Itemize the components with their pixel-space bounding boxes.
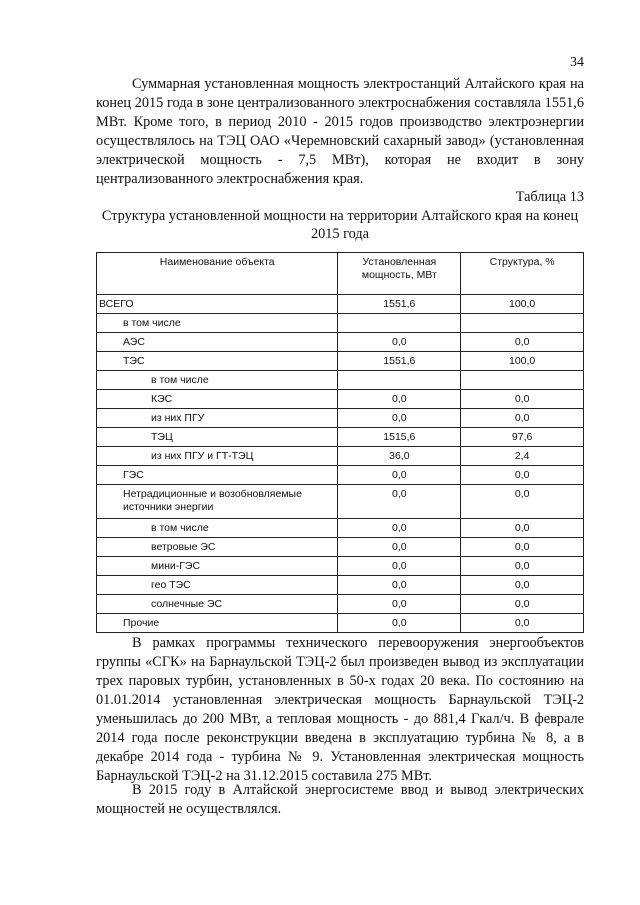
capacity-table	[96, 252, 584, 633]
row-power: 0,0	[338, 409, 461, 428]
table-row	[97, 409, 584, 428]
conclusion-paragraph: В 2015 году в Алтайской энергосистеме ввод и вывод электрических мощностей не осуществлялся.	[96, 782, 584, 817]
row-power: 0,0	[338, 466, 461, 485]
row-share: 0,0	[461, 576, 584, 595]
table-body	[97, 295, 584, 633]
table-row	[97, 333, 584, 352]
table-row	[97, 485, 584, 519]
header-object-name: Наименование объекта	[97, 253, 338, 295]
row-share: 0,0	[461, 409, 584, 428]
row-name: ветровые ЭС	[97, 538, 338, 557]
row-share: 100,0	[461, 352, 584, 371]
row-share: 0,0	[461, 390, 584, 409]
header-installed-power: Установленная мощность, МВт	[338, 253, 461, 295]
row-name: ВСЕГО	[97, 295, 338, 314]
row-share	[461, 314, 584, 333]
table-row	[97, 595, 584, 614]
row-share: 0,0	[461, 595, 584, 614]
page-number: 34	[570, 55, 584, 70]
row-power	[338, 314, 461, 333]
table-row	[97, 519, 584, 538]
table-row	[97, 538, 584, 557]
row-power: 0,0	[338, 614, 461, 633]
row-share: 100,0	[461, 295, 584, 314]
table-row	[97, 447, 584, 466]
row-name: КЭС	[97, 390, 338, 409]
row-name: в том числе	[97, 519, 338, 538]
row-name: Прочие	[97, 614, 338, 633]
row-power: 0,0	[338, 538, 461, 557]
table-row	[97, 428, 584, 447]
row-name: солнечные ЭС	[97, 595, 338, 614]
row-power: 0,0	[338, 333, 461, 352]
table-title: Структура установленной мощности на территории Алтайского края на конец 2015 года	[101, 208, 579, 242]
row-name: Нетрадиционные и возобновляемые источники энергии	[97, 485, 338, 519]
row-power: 0,0	[338, 485, 461, 519]
row-power: 36,0	[338, 447, 461, 466]
row-name: гео ТЭС	[97, 576, 338, 595]
table-row	[97, 614, 584, 633]
table-row	[97, 295, 584, 314]
table-row	[97, 352, 584, 371]
table-row	[97, 557, 584, 576]
row-name: мини-ГЭС	[97, 557, 338, 576]
row-share: 97,6	[461, 428, 584, 447]
table-header-row	[97, 253, 584, 295]
table-row	[97, 390, 584, 409]
row-power: 1515,6	[338, 428, 461, 447]
header-structure: Структура, %	[461, 253, 584, 295]
table-row	[97, 371, 584, 390]
table-row	[97, 466, 584, 485]
row-share: 0,0	[461, 519, 584, 538]
row-power: 0,0	[338, 595, 461, 614]
row-power: 1551,6	[338, 295, 461, 314]
row-name: из них ПГУ и ГТ-ТЭЦ	[97, 447, 338, 466]
row-share: 0,0	[461, 614, 584, 633]
row-share	[461, 371, 584, 390]
row-share: 0,0	[461, 333, 584, 352]
row-name: в том числе	[97, 314, 338, 333]
row-power: 1551,6	[338, 352, 461, 371]
row-power: 0,0	[338, 390, 461, 409]
row-power: 0,0	[338, 519, 461, 538]
row-name: ТЭС	[97, 352, 338, 371]
row-name: из них ПГУ	[97, 409, 338, 428]
row-power	[338, 371, 461, 390]
row-name: ГЭС	[97, 466, 338, 485]
row-name: АЭС	[97, 333, 338, 352]
table-label: Таблица 13	[515, 189, 584, 205]
intro-paragraph: Суммарная установленная мощность электростанций Алтайского края на конец 2015 года в зоне централизованного электроснабжения составляла 1551,6 МВт. Кроме того, в период 2010 - 2015 годов производство электроэнергии осуществлялось на ТЭЦ ОАО «Черемновский сахарный завод» (установленная электрической мощность - 7,5 МВт), которая не входит в зону централизованного электроснабжения края.	[96, 76, 584, 187]
row-share: 0,0	[461, 557, 584, 576]
row-power: 0,0	[338, 576, 461, 595]
row-share: 0,0	[461, 538, 584, 557]
row-name: ТЭЦ	[97, 428, 338, 447]
modernization-paragraph: В рамках программы технического перевооружения энергообъектов группы «СГК» на Барнаульской ТЭЦ-2 был произведен вывод из эксплуатации трех паровых турбин, установленных в 50-х годах 20 века. По состоянию на 01.01.2014 установленная электрическая мощность Барнаульской ТЭЦ-2 уменьшилась до 200 МВт, а тепловая мощность - до 881,4 Гкал/ч. В феврале 2014 года после реконструкции введена в эксплуатацию турбина № 8, а в декабре 2014 года - турбина № 9. Установленная электрическая мощность Барнаульской ТЭЦ-2 на 31.12.2015 составила 275 МВт.	[96, 635, 584, 784]
table-row	[97, 576, 584, 595]
table-row	[97, 314, 584, 333]
row-share: 2,4	[461, 447, 584, 466]
row-share: 0,0	[461, 466, 584, 485]
row-power: 0,0	[338, 557, 461, 576]
row-share: 0,0	[461, 485, 584, 519]
row-name: в том числе	[97, 371, 338, 390]
